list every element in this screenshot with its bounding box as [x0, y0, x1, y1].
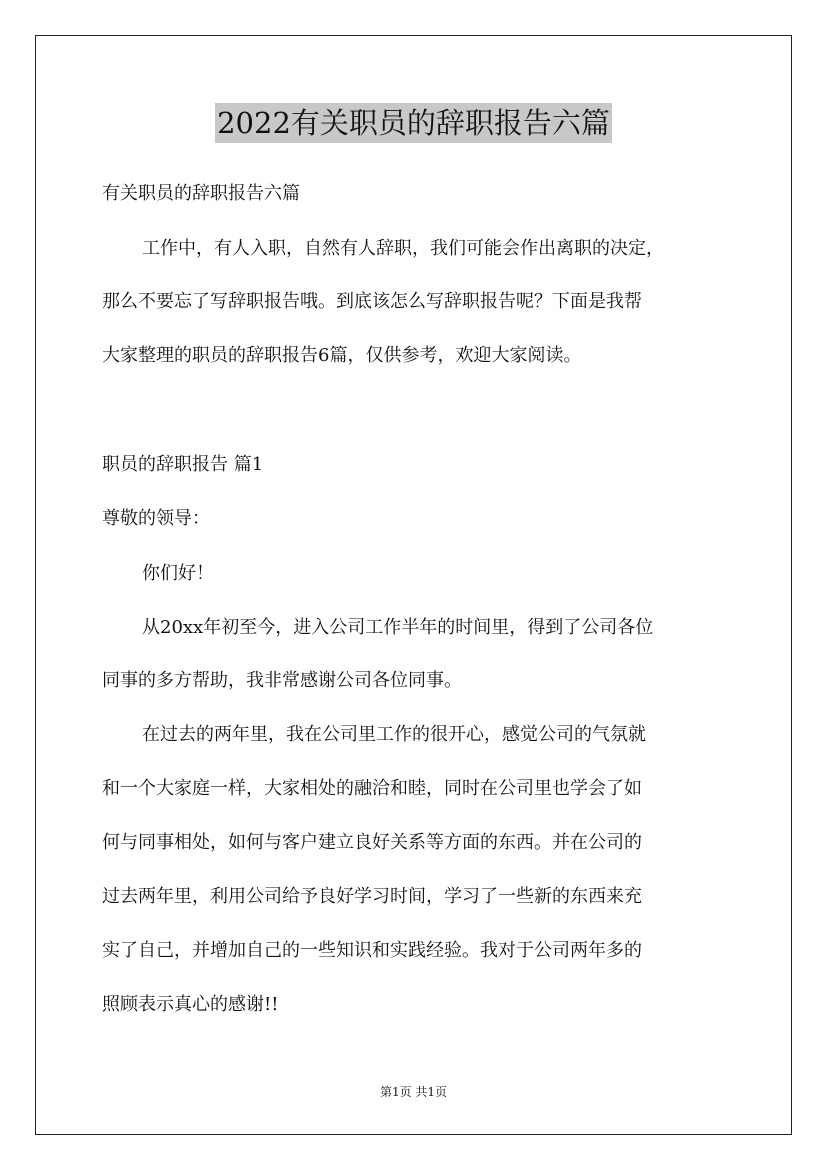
document-title-block: [0, 103, 827, 143]
section-heading: 职员的辞职报告 篇1: [102, 454, 264, 475]
paragraph-line: 过去两年里，利用公司给予良好学习时间，学习了一些新的东西来充: [102, 886, 642, 907]
intro-line: 工作中，有人入职，自然有人辞职，我们可能会作出离职的决定，: [142, 238, 664, 259]
paragraph-line: 同事的多方帮助，我非常感谢公司各位同事。: [102, 670, 462, 691]
intro-line: 那么不要忘了写辞职报告哦。到底该怎么写辞职报告呢？下面是我帮: [102, 291, 642, 312]
greeting: 你们好！: [142, 563, 214, 584]
document-title: 2022有关职员的辞职报告六篇: [215, 103, 612, 143]
page-number: 第1页 共1页: [379, 1085, 448, 1099]
document-subtitle: 有关职员的辞职报告六篇: [102, 183, 300, 204]
paragraph-line: 和一个大家庭一样，大家相处的融洽和睦，同时在公司里也学会了如: [102, 778, 642, 799]
salutation: 尊敬的领导：: [102, 508, 210, 529]
paragraph-line: 照顾表示真心的感谢!!: [102, 994, 279, 1015]
paragraph-line: 何与同事相处，如何与客户建立良好关系等方面的东西。并在公司的: [102, 832, 642, 853]
paragraph-line: 实了自己，并增加自己的一些知识和实践经验。我对于公司两年多的: [102, 940, 642, 961]
paragraph-line: 在过去的两年里，我在公司里工作的很开心，感觉公司的气氛就: [142, 724, 646, 745]
intro-line: 大家整理的职员的辞职报告6篇，仅供参考，欢迎大家阅读。: [102, 345, 582, 366]
paragraph-line: 从20xx年初至今，进入公司工作半年的时间里，得到了公司各位: [142, 617, 654, 638]
